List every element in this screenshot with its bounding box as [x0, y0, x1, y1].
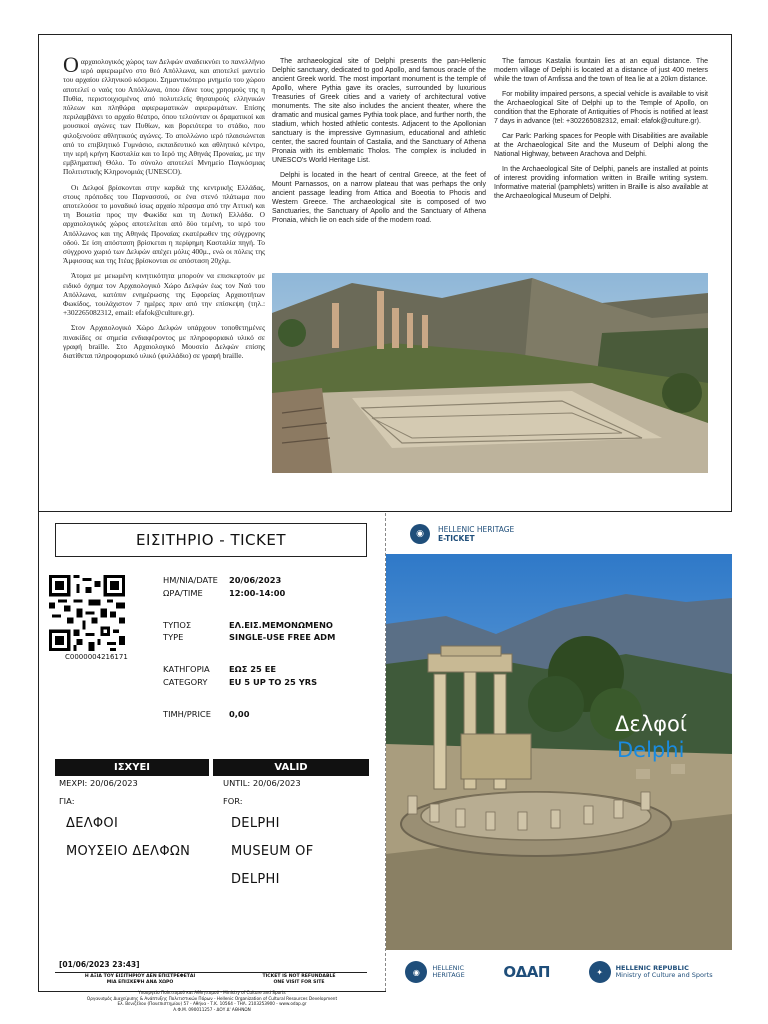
- type-label-gr: ΤΥΠΟΣ: [163, 620, 192, 630]
- place-museum-en-1: MUSEUM OF: [231, 844, 314, 859]
- refund-note-en-line2: ONE VISIT FOR SITE: [273, 980, 325, 985]
- ticket-stub: [39, 512, 385, 1012]
- brand-line1: HELLENIC HERITAGE: [438, 525, 515, 534]
- refund-note-gr: [55, 974, 225, 986]
- brand-line2: E-TICKET: [438, 534, 475, 543]
- price-label: ΤΙΜΗ/PRICE: [163, 709, 211, 719]
- heritage-emblem-icon: ◉: [405, 961, 427, 983]
- greek-paragraph: Στον Αρχαιολογικό Χώρο Δελφών υπάρχουν τοποθετημένες πινακίδες σε σημεία ενδιαφέροντος με πληροφοριακό υλικό σε γραφή braille. Στο Αρχαιολογικό Μουσείο Δελφών επίσης διατίθεται πληροφοριακό υλικό (φυλλάδιο) σε γραφή braille.: [63, 323, 265, 361]
- info-section: [39, 35, 731, 511]
- greek-paragraph: Οι Δελφοί βρίσκονται στην καρδιά της κεντρικής Ελλάδας, στους πρόποδες του Παρνασσού, σε ένα στενό πλάτωμα που αποτελούσε το μοναδικό ίσως αρχαίο πέρασμα από την Αττική και τη Βοιωτία προς την Φωκίδα και τη Δυτική Ελλάδα. Ο αρχαιολογικός χώρος αποτελείται από δύο τεμένη, το ιερό του Απόλλωνος και της Αθηνάς Προναίας εκατέρωθεν της σύγχρονης οδού. Σε ίση απόσταση βρίσκεται η περίφημη Κασταλία πηγή. Το σύγχρονο χωριό των Δελφών απέχει μόλις 400μ., ενώ οι πόλεις της Άμφισσας και της Ιτέας βρίσκονται σε απόσταση 20χλμ.: [63, 182, 265, 266]
- org-line: Ελ. Βενιζέλου (Πανεπιστημίου) 57 - Αθήνα - Τ.Κ. 10564 - ΤΗΛ. 2103253900 - www.odap.gr: [117, 1001, 307, 1006]
- issue-timestamp: [01/06/2023 23:43]: [59, 960, 140, 969]
- refund-note-en: [229, 974, 369, 986]
- time-value: 12:00-14:00: [229, 588, 286, 598]
- ticket-sheet: [38, 34, 732, 1012]
- until-gr: ΜΕΧΡΙ: 20/06/2023: [59, 778, 138, 788]
- tholos-photo: [386, 554, 732, 950]
- ticket-title: ΕΙΣΙΤΗΡΙΟ - TICKET: [55, 523, 367, 557]
- eticket-header: [410, 524, 514, 544]
- refund-note-gr-line1: Η ΑΞΙΑ ΤΟΥ ΕΙΣΙΤΗΡΙΟΥ ΔΕΝ ΕΠΙΣΤΡΕΦΕΤΑΙ: [84, 974, 196, 979]
- place-name-greek: Δελφοί: [615, 712, 687, 736]
- english-paragraph: Delphi is located in the heart of central Greece, at the feet of Mount Parnassos, on a narrow plateau that was perhaps the only ancient passage leading from Attica and Boeotia to Phocis and Western Greece. The archaeological site is composed of two Sanctuaries, the Sanctuary of Apollo and the Sanctuary of Athena Pronaia, which lie on each side of the modern road.: [272, 172, 486, 224]
- date-value: 20/06/2023: [229, 575, 282, 585]
- category-label-en: CATEGORY: [163, 677, 208, 687]
- odap-logo-text: ΟΔΑΠ: [503, 963, 550, 981]
- time-label: ΩΡΑ/TIME: [163, 588, 203, 598]
- place-delphi-en: DELPHI: [231, 816, 280, 831]
- category-label-gr: ΚΑΤΗΓΟΡΙΑ: [163, 664, 210, 674]
- type-label-en: TYPE: [163, 632, 184, 642]
- org-line: Οργανισμός Διαχείρισης & Ανάπτυξης Πολιτιστικών Πόρων - Hellenic Organization of Cultural Resources Development: [86, 995, 338, 1001]
- qr-code[interactable]: [49, 575, 125, 651]
- sponsor-logos: [386, 952, 732, 992]
- logo1-line2: HERITAGE: [432, 971, 465, 979]
- republic-emblem-icon: ✦: [589, 961, 611, 983]
- eticket-panel: [386, 512, 732, 992]
- org-line: Υπουργείο Πολιτισμού και Αθλητισμού - Ministry of Culture and Sports: [138, 990, 286, 995]
- logo3-line1: HELLENIC REPUBLIC: [615, 963, 689, 972]
- for-label-gr: ΓΙΑ:: [59, 796, 75, 806]
- hellenic-heritage-logo-icon: ◉: [410, 524, 430, 544]
- refund-note-gr-line2: ΜΙΑ ΕΠΙΣΚΕΨΗ ΑΝΑ ΧΩΡΟ: [106, 980, 174, 985]
- english-paragraph: Car Park: Parking spaces for People with Disabilities are available at the Archaeological Site and the Museum of Delphi along the National Highway, between Arachova and Delphi.: [494, 133, 708, 158]
- logo3-line2: Ministry of Culture and Sports: [615, 971, 713, 979]
- footer-divider: [55, 972, 367, 973]
- english-paragraph: For mobility impaired persons, a special vehicle is available to visit the Archaeological Site of Delphi up to the Temple of Apollo, on condition that the Ephorate of Antiquities of Phocis is notified at least 7 days in advance (tel: +302265082312, email: efafok@culture.gr).: [494, 91, 708, 125]
- price-value: 0,00: [229, 709, 250, 719]
- valid-bar-en: VALID: [213, 759, 369, 776]
- greek-paragraph: Άτομα με μειωμένη κινητικότητα μπορούν να επισκεφτούν με ειδικό όχημα τον Αρχαιολογικό Χώρο Δελφών έως τον Ναό του Απόλλωνα, κατόπιν ενημέρωσης της Εφορείας Αρχαιοτήτων Φωκίδος, τουλάχιστον 7 ημέρες πριν από την επίσκεψη (τηλ.: +302265082312, email: efafok@culture.gr).: [63, 271, 265, 318]
- for-label-en: FOR:: [223, 796, 243, 806]
- type-value-gr: ΕΛ.ΕΙΣ.ΜΕΜΟΝΩΜΕΝΟ: [229, 620, 333, 630]
- date-label: ΗΜ/ΝΙΑ/DATE: [163, 575, 218, 585]
- english-text-column-1: [272, 57, 486, 231]
- hellenic-heritage-logo: [405, 961, 464, 983]
- place-delphi-gr: ΔΕΛΦΟΙ: [66, 816, 119, 831]
- category-value-en: EU 5 UP TO 25 YRS: [229, 677, 318, 687]
- english-paragraph: The archaeological site of Delphi presents the pan-Hellenic Delphic sanctuary, dedicated to god Apollo, and famous oracle of the ancient Greek world. The most important monument is the temple of Apollo, where Pythia gave its oracles, surrounded by luxurious Treasuries of Greek cities and a variety of architectural votive monuments. The site also includes the ancient theater, where the dramatic and musical games Pythia took place, and further north, the stadium, which hosted athletic contests. Adjacent to the Apollonian sanctuary is the impressive Gymnasium, educational and athletic center, the sacred fountain of Castalia, and the Sanctuary of Athena Pronaia with its emblematic Tholos. The complex is included in UNESCO's World Heritage List.: [272, 58, 486, 164]
- ticket-code: C0000004216171: [65, 653, 128, 661]
- valid-bar-gr: ΙΣΧΥΕΙ: [55, 759, 209, 776]
- hellenic-republic-logo: [589, 961, 713, 983]
- category-value-gr: ΕΩΣ 25 ΕΕ: [229, 664, 277, 674]
- type-value-en: SINGLE-USE FREE ADM: [229, 632, 336, 642]
- english-text-column-2: [494, 57, 708, 207]
- org-line: Α.Φ.Μ. 090011257 - ΔΟΥ Δ' ΑΘΗΝΩΝ: [173, 1006, 251, 1012]
- until-en: UNTIL: 20/06/2023: [223, 778, 301, 788]
- logo1-line1: HELLENIC: [432, 963, 464, 972]
- place-museum-gr: ΜΟΥΣΕΙΟ ΔΕΛΦΩΝ: [66, 844, 191, 859]
- place-name-english: Delphi: [617, 738, 685, 762]
- refund-note-en-line1: TICKET IS NOT REFUNDABLE: [262, 974, 336, 979]
- odap-logo: [503, 963, 550, 981]
- eticket-brand: [438, 525, 514, 543]
- place-museum-en-2: DELPHI: [231, 872, 280, 887]
- english-paragraph: The famous Kastalia fountain lies at an equal distance. The modern village of Delphi is located at a distance of just 400 meters while the town of Amfissa and the town of Itea lie at a 20km distance.: [494, 58, 708, 83]
- greek-paragraph: Οαρχαιολογικός χώρος των Δελφών αναδεικνύει το πανελλήνιο ιερό αφιερωμένο στο θεό Απόλλωνα, και αποτελεί μαντείο του αρχαίου ελληνικού κόσμου. Σημαντικότερο μνημείο του χώρου αποτελεί ο ναός του Απόλλωνα, όπου έδινε τους χρησμούς της η Πυθία, περιστοιχισμένος από πολυτελείς θησαυρούς ελληνικών πόλεων και πληθώρα αφιερωματικών αφιερωμάτων. Επίσης περιλαμβάνει το αρχαίο θέατρο, όπου τελούνταν οι δραματικοί και μουσικοί αγώνες των Πυθίων, και βορειότερα το στάδιο, που φιλοξενούσε αθλητικούς αγώνες. Το απολλώνιο ιερό πλαισιώνεται από το επιβλητικό Γυμνάσιο, εκπαιδευτικό και αθλητικό κέντρο, την ιερή κρήνη Κασταλία και το Ιερό της Αθηνάς Προναίας, με την εμβληματική Θόλο. Το σύνολο αποτελεί Μνημείο Παγκόσμιας Πολιτιστικής Κληρονομιάς (UNESCO).: [63, 52, 265, 177]
- greek-text-column: [63, 52, 265, 366]
- temple-ruins-photo: [272, 273, 708, 473]
- english-paragraph: In the Archaeological Site of Delphi, panels are installed at points of interest providing information written in Braille writing system. Informative material (pamphlets) written in Braille is also available at the Archaeological Museum of Delphi.: [494, 166, 708, 200]
- organization-footer: [47, 990, 377, 1012]
